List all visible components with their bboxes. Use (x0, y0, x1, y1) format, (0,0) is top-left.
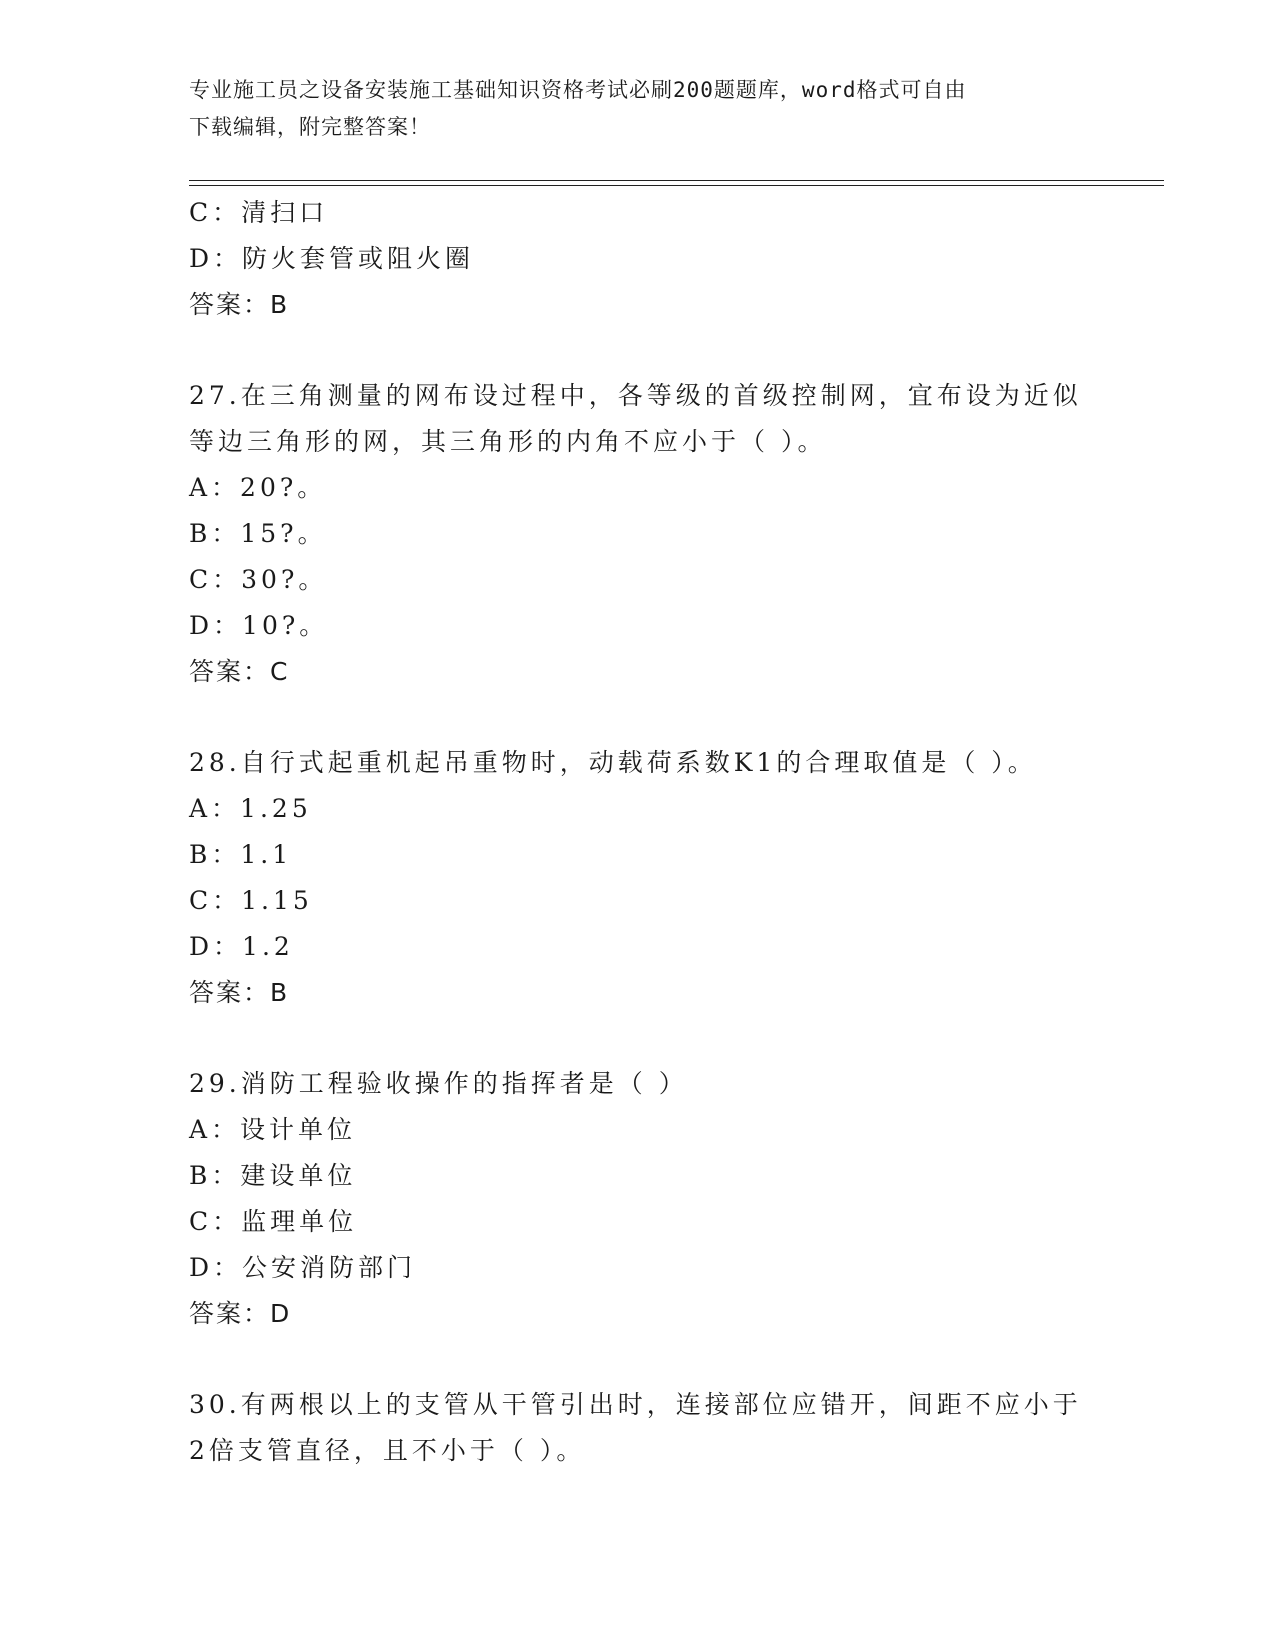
document-body (189, 190, 1089, 1474)
question-29 (189, 1061, 1089, 1337)
option-c: C：1.15 (189, 886, 313, 915)
question-26-tail (189, 190, 1089, 328)
option-b: B：15?。 (189, 519, 327, 548)
option-a: A：设计单位 (189, 1115, 357, 1144)
option-a: A：1.25 (189, 794, 312, 823)
header-line-1: 专业施工员之设备安装施工基础知识资格考试必刷200题题库，word格式可自由 (189, 78, 967, 102)
header-line-2: 下载编辑，附完整答案！ (189, 115, 431, 139)
option-b: B：1.1 (189, 840, 293, 869)
document-header (189, 72, 1089, 146)
question-text: 28.自行式起重机起吊重物时，动载荷系数K1的合理取值是（ ）。 (189, 748, 1037, 777)
answer-line: 答案：C (189, 657, 290, 686)
header-divider-bottom (189, 185, 1164, 186)
option-b: B：建设单位 (189, 1161, 357, 1190)
option-c: C：30?。 (189, 565, 328, 594)
question-text: 29.消防工程验收操作的指挥者是（ ） (189, 1069, 688, 1098)
option-d: D：公安消防部门 (189, 1253, 417, 1282)
question-30 (189, 1382, 1089, 1474)
question-27 (189, 373, 1089, 695)
option-a: A：20?。 (189, 473, 327, 502)
option-d: D：10?。 (189, 611, 329, 640)
answer-line: 答案：D (189, 1299, 292, 1328)
answer-line: 答案：B (189, 978, 290, 1007)
answer-line: 答案：B (189, 290, 290, 319)
question-text: 30.有两根以上的支管从干管引出时，连接部位应错开，间距不应小于 (189, 1390, 1082, 1419)
question-text: 2倍支管直径，且不小于（ ）。 (189, 1436, 586, 1465)
option-c: C：清扫口 (189, 198, 329, 227)
question-text: 等边三角形的网，其三角形的内角不应小于（ ）。 (189, 427, 827, 456)
header-divider-top (189, 180, 1164, 181)
question-text: 27.在三角测量的网布设过程中，各等级的首级控制网，宜布设为近似 (189, 381, 1082, 410)
option-d: D：防火套管或阻火圈 (189, 244, 475, 273)
question-28 (189, 740, 1089, 1016)
option-d: D：1.2 (189, 932, 294, 961)
option-c: C：监理单位 (189, 1207, 358, 1236)
